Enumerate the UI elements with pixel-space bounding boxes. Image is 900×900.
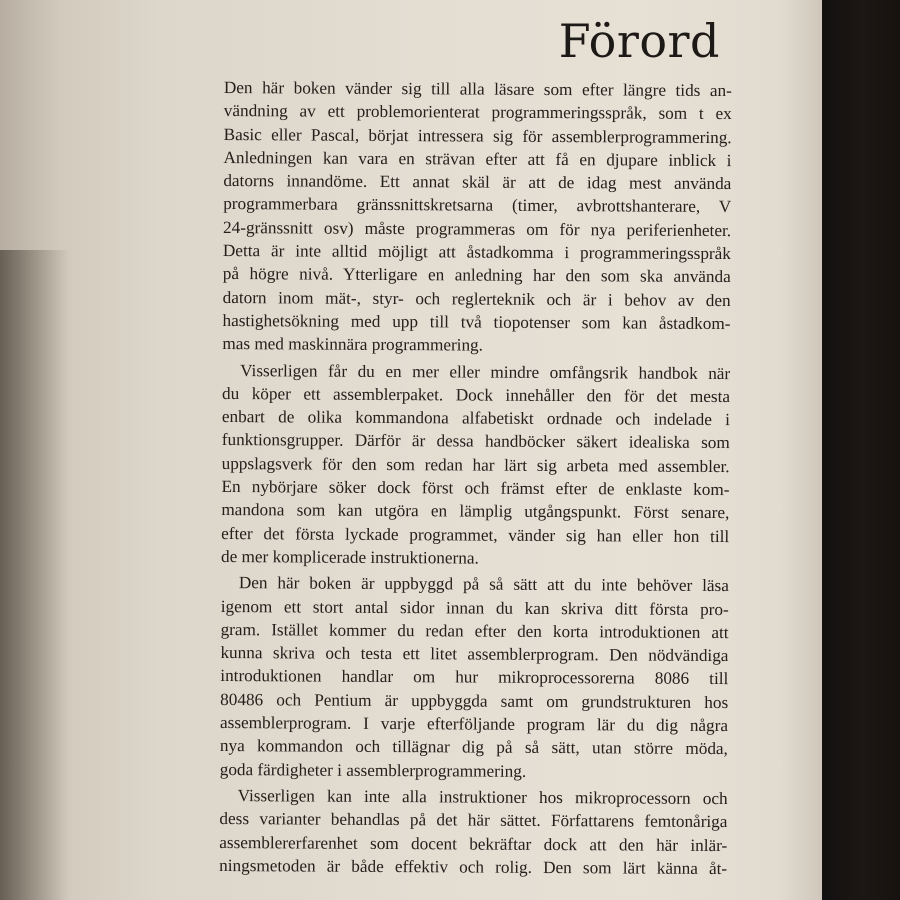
text-line: programmerbara gränssnittskretsarna (timer, avbrottshanterare, V: [223, 194, 732, 217]
text-line: igenom ett stort antal sidor innan du kan skriva ditt första pro-: [220, 596, 729, 619]
background-dark-edge: [822, 0, 900, 900]
text-line: mas med maskinnära programmering.: [222, 334, 484, 355]
text-line: Detta är inte alltid möjligt att åstadkomma i programmeringsspråk: [222, 241, 731, 264]
text-line: kunna skriva och testa ett litet assemblerprogram. Den nödvändiga: [220, 643, 729, 666]
text-line: goda färdigheter i assemblerprogrammering.: [219, 759, 527, 781]
text-line: funktionsgrupper. Därför är dessa handböcker säkert idealiska som: [221, 430, 730, 453]
text-line: datorn inom mät-, styr- och reglerteknik och är i behov av den: [222, 287, 731, 310]
text-line: mandona som kan utgöra en lämplig utgångspunkt. Först senare,: [221, 500, 730, 523]
paragraph-4: [219, 784, 728, 880]
text-line: gram. Istället kommer du redan efter den korta introduktionen att: [220, 619, 729, 642]
text-line: Visserligen får du en mer eller mindre omfångsrik handbok när: [240, 360, 731, 383]
text-line: assemblerprogram. I varje efterföljande program lär du dig några: [219, 713, 729, 736]
text-line: efter det första lyckade programmet, vänder sig han eller hon till: [221, 523, 730, 546]
text-line: Den här boken är uppbyggd på så sätt att du inte behöver läsa: [238, 573, 729, 596]
text-line: Visserligen kan inte alla instruktioner hos mikroprocessorn och: [237, 786, 728, 808]
paragraph-1: [222, 76, 732, 359]
text-line: introduktionen handlar om hur mikroprocessorerna 8086 till: [220, 666, 729, 689]
text-line: hastighetsökning med upp till två tiopotenser som kan åstadkom-: [222, 310, 731, 334]
page-shadow: [0, 250, 70, 900]
text-line: Anledningen kan vara en strävan efter att få en djupare inblick i: [223, 147, 732, 170]
paragraph-3: [220, 571, 729, 784]
text-line: 80486 och Pentium är uppbyggda samt om grundstrukturen hos: [220, 689, 729, 712]
text-line: En nybörjare söker dock först och främst efter de enklaste kom-: [221, 477, 730, 500]
text-line: Basic eller Pascal, börjat intressera sig för assemblerprogrammering.: [223, 124, 732, 147]
text-line: ningsmetoden är både effektiv och rolig. Den som lärt känna åt-: [219, 855, 728, 878]
text-line: datorns innandöme. Ett annat skäl är att de idag mest använda: [223, 171, 732, 194]
text-line: dess varianter behandlas på det här sättet. Författarens femtonåriga: [219, 809, 728, 832]
text-line: på högre nivå. Ytterligare en anledning har den som ska använda: [222, 264, 731, 287]
text-line: Den här boken vänder sig till alla läsare som efter längre tids an-: [223, 77, 732, 101]
text-line: uppslagsverk för den som redan har lärt sig arbeta med assembler.: [221, 453, 730, 476]
text-line: vändning av ett problemorienterat programmeringsspråk, som t ex: [223, 101, 732, 124]
text-line: de mer komplicerade instruktionerna.: [221, 546, 479, 568]
text-line: 24-gränssnitt osv) måste programmeras om för nya periferienheter.: [223, 217, 732, 240]
body-text: [219, 76, 732, 883]
text-line: du köper ett assemblerpaket. Dock innehåller den för det mesta: [222, 383, 731, 406]
paragraph-2: [221, 359, 730, 572]
text-line: nya kommandon och tillägnar dig på så sätt, utan större möda,: [219, 736, 728, 759]
chapter-heading: Förord: [558, 14, 720, 68]
text-line: enbart de olika kommandona alfabetiskt ordnade och indelade i: [221, 407, 730, 430]
text-line: assemblererfarenhet som docent bekräftar dock att den här inlär-: [219, 832, 728, 855]
